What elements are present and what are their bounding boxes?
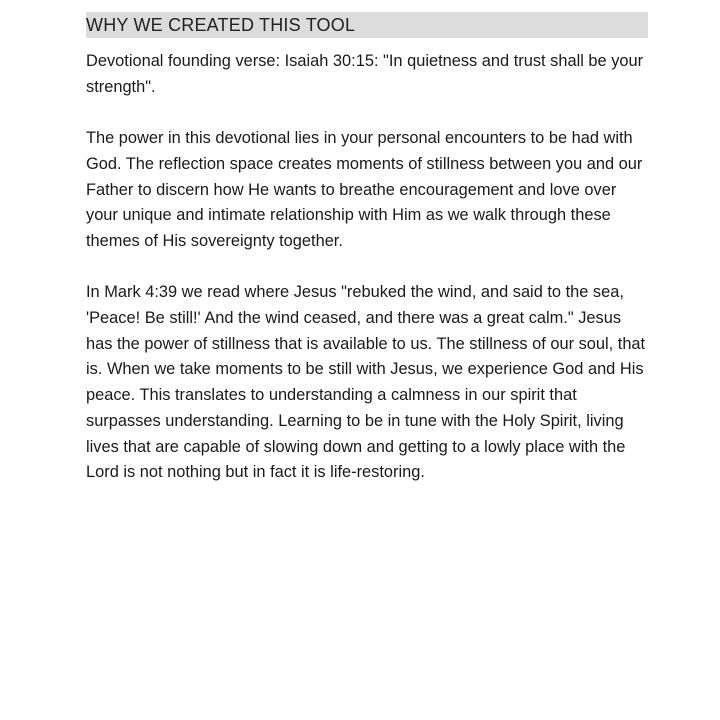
section-heading: WHY WE CREATED THIS TOOL — [86, 15, 356, 35]
section-heading-bar — [86, 12, 648, 38]
paragraph-founding-verse: Devotional founding verse: Isaiah 30:15: "In quietness and trust shall be your strength". — [86, 52, 644, 96]
body-text — [86, 49, 648, 486]
paragraph-devotional-power: The power in this devotional lies in your personal encounters to be had with God. The reflection space creates moments of stillness between you and our Father to discern how He wants to breathe encouragement and love over your unique and intimate relationship with Him as we walk through these themes of His sovereignty together. — [86, 129, 643, 250]
paragraph-mark-stillness: In Mark 4:39 we read where Jesus "rebuked the wind, and said to the sea, 'Peace! Be still!' And the wind ceased, and there was a great calm." Jesus has the power of stillness that is available to us. The stillness of our soul, that is. When we take moments to be still with Jesus, we experience God and His peace. This translates to understanding a calmness in our spirit that surpasses understanding. Learning to be in tune with the Holy Spirit, living lives that are capable of slowing down and getting to a lowly place with the Lord is not nothing but in fact it is life-restoring. — [86, 283, 646, 482]
document-page — [86, 12, 648, 512]
